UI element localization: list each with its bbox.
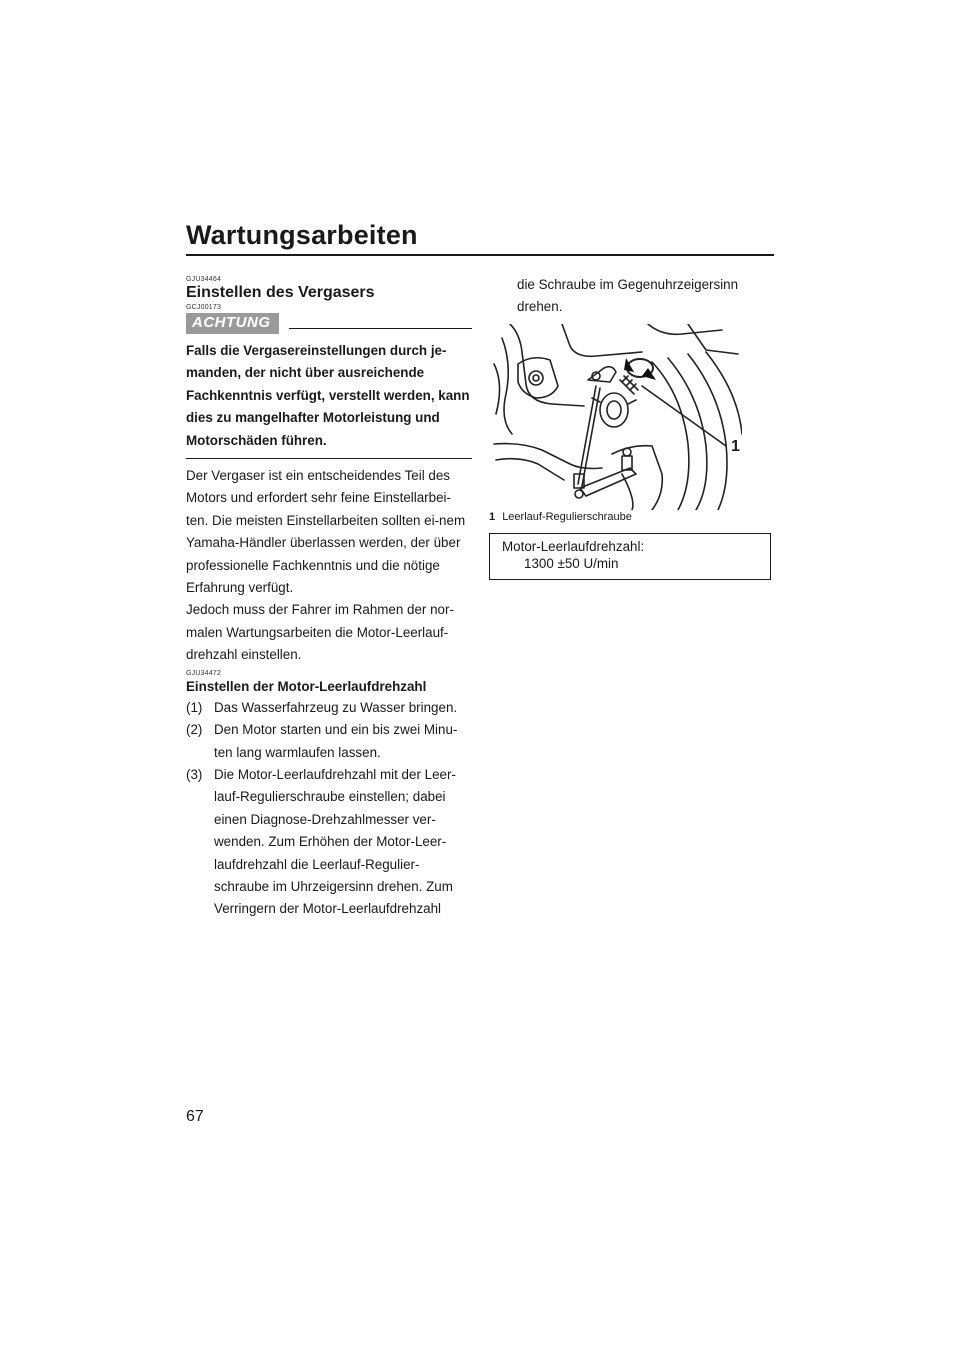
section-title: Einstellen des Vergasers (186, 284, 375, 301)
spec-label: Motor-Leerlaufdrehzahl: (502, 538, 645, 554)
list-item (186, 764, 472, 921)
page-header (186, 222, 774, 249)
spec-box (489, 533, 771, 580)
subsection-title: Einstellen der Motor-Leerlaufdrehzahl (186, 678, 427, 694)
paragraph-intro: Der Vergaser ist ein entscheidendes Teil des Motors und erfordert sehr feine Einstellarbei-ten. Die meisten Einstellarbeiten sollten ei-nem Yamaha-Händler überlassen werden, der über professionelle Fachkenntnis und die nötige Erfahrung verfügt. (186, 468, 466, 596)
header-rule (186, 254, 774, 256)
caption-number: 1 (489, 510, 496, 523)
figure-callout: 1 (731, 437, 740, 455)
list-item (186, 719, 472, 764)
paragraph-rider: Jedoch muss der Fahrer im Rahmen der nor-malen Wartungsarbeiten die Motor-Leerlauf-drehzahl einstellen. (186, 602, 454, 663)
warning-header (186, 313, 472, 334)
right-column (489, 274, 775, 580)
left-column (186, 276, 472, 921)
list-item (186, 697, 472, 719)
carburetor-illustration (492, 324, 742, 510)
step-text: Die Motor-Leerlaufdrehzahl mit der Leer-lauf-Regulierschraube einstellen; dabei einen Diagnose-Drehzahlmesser ver-wenden. Zum Erhöhen der Motor-Leer-laufdrehzahl die Leerlauf-Regulier-schraube im Uhrzeigersinn drehen. Zum Verringern der Motor-Leerlaufdrehzahl (214, 766, 456, 917)
subsection-code: GJU34472 (186, 669, 222, 677)
rotation-arrow-icon (624, 358, 656, 380)
warning-code: GCJ00173 (186, 304, 222, 311)
page-number: 67 (186, 1108, 204, 1125)
step-text: Den Motor starten und ein bis zwei Minu-ten lang warmlaufen lassen. (214, 722, 458, 760)
warning-label: ACHTUNG (186, 313, 279, 334)
step-number: (1) (186, 699, 203, 715)
carburetor-drawing (492, 324, 742, 510)
spec-value: 1300 ±50 U/min (524, 555, 619, 571)
step-text: Das Wasserfahrzeug zu Wasser bringen. (214, 699, 458, 715)
step-number: (3) (186, 766, 203, 782)
step-continuation: die Schraube im Gegenuhrzeigersinn drehen. (517, 277, 739, 315)
section-code: GJU34464 (186, 276, 222, 283)
warning-text: Falls die Vergasereinstellungen durch je-manden, der nicht über ausreichende Fachkenntnis verfügt, verstellt werden, kann dies zu mangelhafter Motorleistung und Motorschäden führen. (186, 334, 472, 459)
warning-rule (289, 328, 473, 330)
figure-caption (489, 510, 775, 524)
step-number: (2) (186, 722, 203, 738)
caption-text: Leerlauf-Regulierschraube (502, 510, 632, 523)
page-title: Wartungsarbeiten (186, 220, 418, 250)
step-list (186, 697, 472, 921)
